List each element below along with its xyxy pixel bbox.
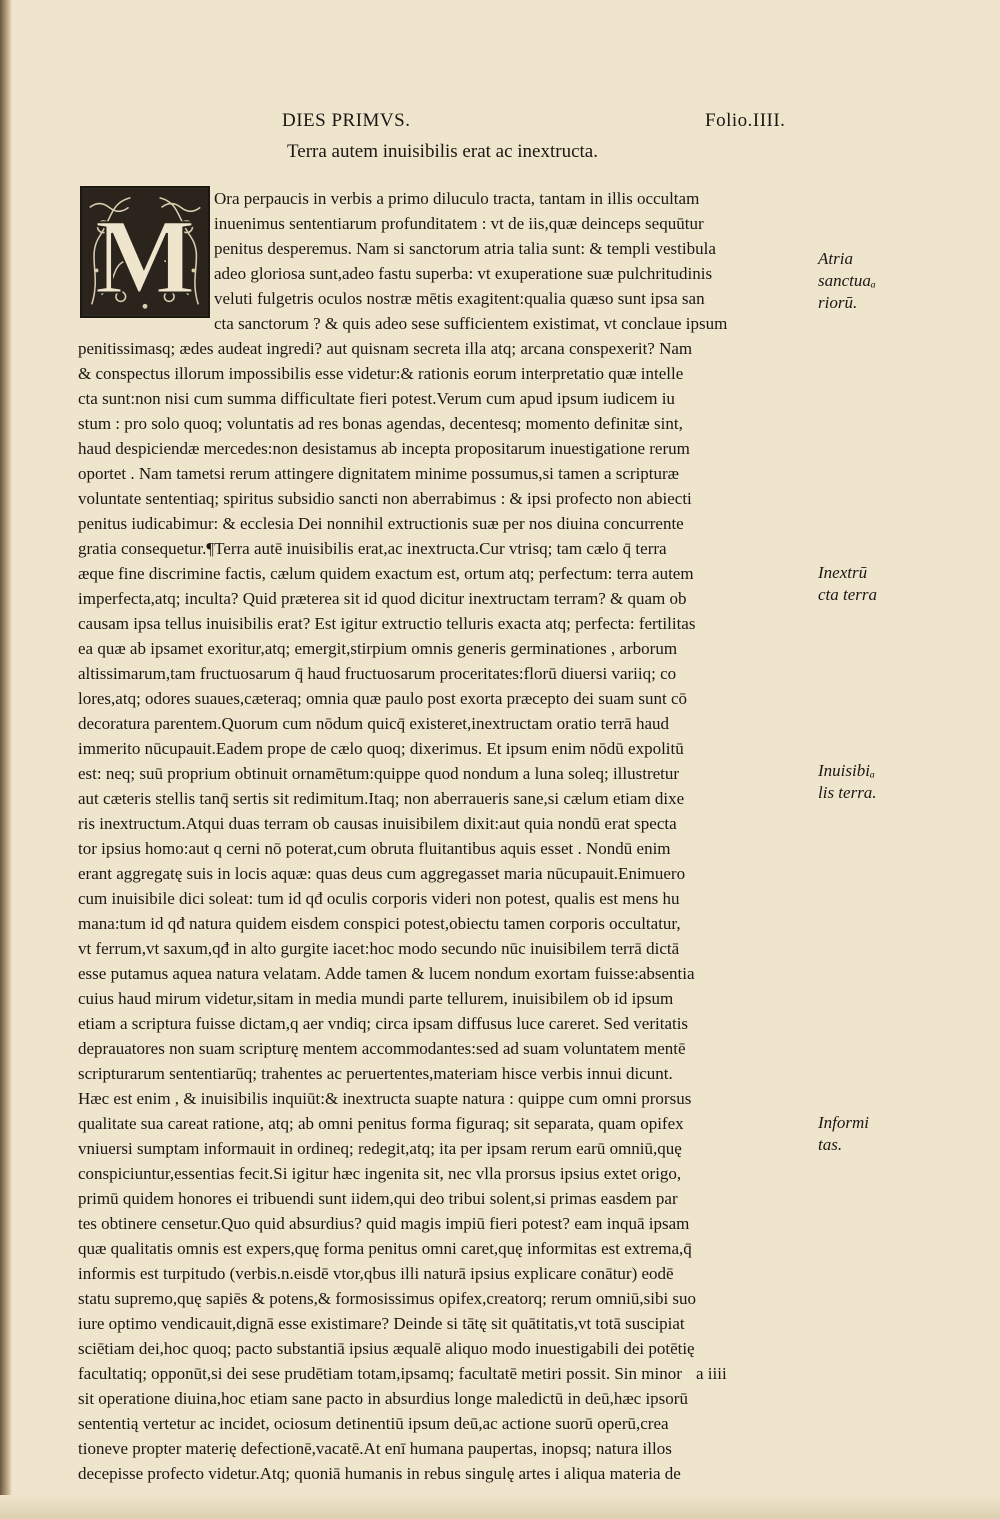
text-line: decoratura parentem.Quorum cum nōdum quicq̄ existeret,inextructam oratio terrā haud: [78, 714, 669, 733]
text-line: ris inextructum.Atqui duas terram ob causas inuisibilem dixit:aut quia nondū erat specta: [78, 814, 677, 833]
margin-note: [818, 760, 884, 804]
text-line: sit operatione diuina,hoc etiam sane pacto in absurdius longe maledictū in deū,hæc ipsorū: [78, 1389, 688, 1408]
text-line: conspiciuntur,essentias fecit.Si igitur hæc ingenita sit, nec vlla prorsus ipsius extet origo,: [78, 1164, 682, 1183]
margin-note-line: tas.: [818, 1135, 843, 1154]
body-text: [78, 186, 812, 1486]
margin-note-line: Informi: [818, 1113, 869, 1132]
page-bottom-edge: [0, 1495, 1000, 1519]
margin-note-line: cta terra: [818, 585, 878, 604]
text-line: est: neq; suū proprium obtinuit ornamētum:quippe quod nondum a luna soleq; illustretur: [78, 764, 680, 783]
text-line: tioneve propter materię defectionē,vacatē.At enī humana paupertas, inopsq; natura illos: [78, 1439, 672, 1458]
text-line: decepisse profecto videtur.Atq; quoniā humanis in rebus singulę artes i aliqua materia de: [78, 1464, 681, 1483]
running-head-left: DIES PRIMVS.: [282, 110, 411, 131]
text-line: qualitate sua careat ratione, atq; ab omni penitus forma figuraq; sit separata, quam opifex: [78, 1114, 684, 1133]
text-line: voluntate sententiaq; spiritus subsidio sancti non aberrabimus : & ipsi profecto non abiecti: [78, 489, 692, 508]
margin-note-line: lis terra.: [818, 783, 877, 802]
text-line: causam ipsa tellus inuisibilis erat? Est igitur extructio telluris exacta atq; perfecta: fertilitas: [78, 614, 696, 633]
text-line: cum inuisibile dici soleat: tum id qđ oculis corporis videri non potest, qualis est mens hu: [78, 889, 680, 908]
text-line: penitissimasq; ædes audeat ingredi? aut quisnam secreta illa atq; arcana conspexerit? Nam: [78, 339, 693, 358]
text-line: vniuersi sumptam informauit in ordineq; redegit,atq; ita per ipsam rerum earū omniū,quę: [78, 1139, 682, 1158]
text-line: sciētiam dei,hoc quoq; pacto substantiā ipsius æqualē aliquo modo inuestigabili dei potētię: [78, 1339, 695, 1358]
margin-note: [818, 1112, 884, 1156]
binding-gutter: [0, 0, 12, 1519]
text-line: tes obtinere censetur.Quo quid absurdius? quid magis impiū fieri potest? eam inquā ipsam: [78, 1214, 690, 1233]
margin-note-line: sanctuaₐ: [818, 271, 876, 290]
margin-note-line: Atria: [818, 249, 853, 268]
text-line: stum : pro solo quoq; voluntatis ad res bonas agendas, decentesq; momento definitæ sint,: [78, 414, 683, 433]
svg-text:M: M: [94, 198, 196, 316]
text-line: deprauatores non suam scripturę mentem accommodantes:sed ad suam voluntatem mentē: [78, 1039, 686, 1058]
text-line: statu supremo,quę sapiēs & potens,& formosissimus opifex,creatorq; rerum omniū,sibi suo: [78, 1289, 697, 1308]
text-line: tor ipsius homo:aut q cerni nō poterat,cum obruta fluitantibus aquis esset . Nondū enim: [78, 839, 671, 858]
text-line: etiam a scriptura fuisse dictam,q aer vndiq; circa ipsam diffusus luce careret. Sed veritatis: [78, 1014, 689, 1033]
text-line: scripturarum sententiarūq; trahentes ac peruertentes,materiam hisce verbis innui dicunt.: [78, 1064, 673, 1083]
text-line: immerito nūcupauit.Eadem prope de cælo quoq; dixerimus. Et ipsum enim nōdū expolitū: [78, 739, 684, 758]
signature-mark: a iiii: [696, 1364, 727, 1383]
margin-note-line: riorū.: [818, 293, 858, 312]
text-line: cta sunt:non nisi cum summa difficultate fieri potest.Verum cum apud ipsum iudicem iu: [78, 389, 675, 408]
margin-note: [818, 562, 884, 606]
text-line: cta sanctorum ? & quis adeo sese sufficientem existimat, vt conclaue ipsum: [214, 314, 728, 333]
text-line: informis est turpitudo (verbis.n.eisdē vtor,qbus illi naturā ipsius explicare conātur) eodē: [78, 1264, 674, 1283]
text-line: altissimarum,tam fructuosarum q̄ haud fructuosarum proceritates:florū diuersi variiq; co: [78, 664, 677, 683]
text-line: lores,atq; odores suaues,cæteraq; omnia quæ paulo post exorta præcepto dei suam sunt cō: [78, 689, 688, 708]
text-line: mana:tum id qđ natura quidem eisdem conspici potest,obiectu tamen corporis occultatur,: [78, 914, 681, 933]
text-line: penitus iudicabimur: & ecclesia Dei nonnihil extructionis suæ per nos diuina concurrente: [78, 514, 684, 533]
text-line: Ora perpaucis in verbis a primo diluculo tracta, tantam in illis occultam: [214, 189, 700, 208]
section-title: Terra autem inuisibilis erat ac inextructa.: [287, 141, 598, 162]
text-line: veluti fulgetris oculos nostræ mētis exagitent:qualia quæso sunt ipsa san: [214, 289, 705, 308]
text-line: vt ferrum,vt saxum,qđ in alto gurgite iacet:hoc modo secundo nūc inuisibilem terrā dictā: [78, 939, 680, 958]
text-line: esse putamus aquea natura velatam. Adde tamen & lucem nondum exortam fuisse:absentia: [78, 964, 695, 983]
text-line: aut cæteris stellis tanq̄ sertis sit redimitum.Itaq; non aberraueris sane,si cælum etiam dixe: [78, 789, 685, 808]
text-line: facultatiq; opponūt,si dei sese prudētiam totam,ipsamq; facultatē metiri possit. Sin minor: [78, 1364, 682, 1383]
text-line: oportet . Nam tametsi rerum attingere dignitatem minime possumus,si tamen a scripturæ: [78, 464, 680, 483]
text-line: ea quæ ab ipsamet exoritur,atq; emergit,stirpium omnis generis germinationes , arborum: [78, 639, 678, 658]
text-line: haud despiciendæ mercedes:non desistamus ab incepta propositarum inuestigatione rerum: [78, 439, 690, 458]
text-line: cuius haud mirum videtur,sitam in media mundi parte tellurem, inuisibilem ob id ipsum: [78, 989, 674, 1008]
text-line: gratia consequetur.¶Terra autē inuisibilis erat,ac inextructa.Cur vtrisq; tam cælo q̄ terra: [78, 539, 667, 558]
text-line: iure optimo vendicauit,dignā esse existimare? Deinde si tātę sit quātitatis,vt totā suscipiat: [78, 1314, 685, 1333]
text-line: primū quidem honores ei tribuendi sunt iidem,qui deo tribui solent,si primas easdem par: [78, 1189, 678, 1208]
margin-note-line: Inextrū: [818, 563, 868, 582]
text-line: inuenimus sententiarum profunditatem : vt de iis,quæ deinceps sequūtur: [214, 214, 704, 233]
text-line: adeo gloriosa sunt,adeo fastu superba: vt exuperatione suæ pulchritudinis: [214, 264, 713, 283]
running-head-folio: Folio.IIII.: [705, 110, 786, 131]
text-line: & conspectus illorum impossibilis esse videtur:& rationis eorum interpretatio quæ intelle: [78, 364, 684, 383]
margin-note-line: Inuisibiₐ: [818, 761, 875, 780]
text-line: quæ qualitatis omnis est expers,quę forma penitus omni caret,quę informitas est extrema,q̄: [78, 1239, 692, 1258]
margin-note: [818, 248, 884, 314]
text-line: Hæc est enim , & inuisibilis inquiūt:& inextructa suapte natura : quippe cum omni prorsus: [78, 1089, 692, 1108]
text-line: erant aggregatę suis in locis aquæ: quas deus cum aggregasset maria nūcupauit.Enimuero: [78, 864, 686, 883]
text-line: æque fine discrimine factis, cælum quidem exactum est, ortum atq; perfectum: terra autem: [78, 564, 694, 583]
text-line: penitus desperemus. Nam si sanctorum atria talia sunt: & templi vestibula: [214, 239, 716, 258]
text-line: imperfecta,atq; inculta? Quid præterea sit id quod dicitur inextructam terram? & quam ob: [78, 589, 687, 608]
text-line: sententią vertetur ac incidet, ociosum detinentiū ipsum deū,ac actione suorū operū,crea: [78, 1414, 669, 1433]
